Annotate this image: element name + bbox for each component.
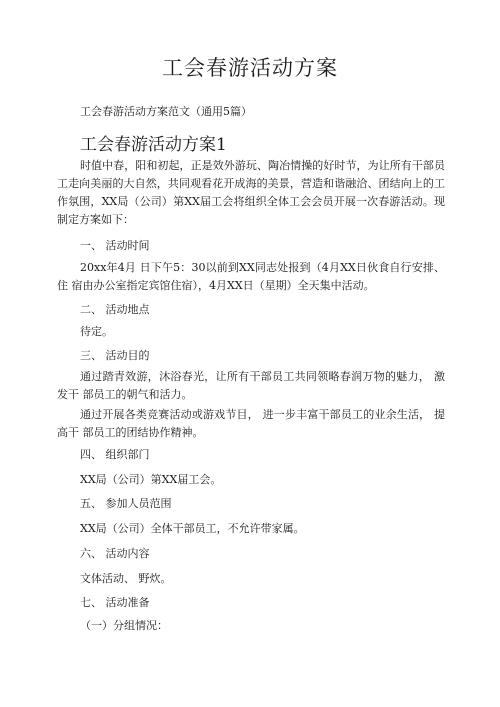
document-subtitle: 工会春游活动方案范文（通用5篇） (80, 105, 252, 118)
item3-text-b: 通过开展各类竞赛活动或游戏节目， 进一步丰富干部员工的业余生活， 提高干 部员工的团结协作精神。 (57, 408, 445, 439)
item5-text: XX局（公司）全体干部员工，不允许带家属。 (80, 522, 305, 535)
item1-text: 20xx年4月 日下午5：30以前到XX同志处报到（4月XX日伙食自行安排、住 宿由办公室指定宾馆住宿），4月XX日（星期）全天集中活动。 (57, 261, 445, 292)
item2-text: 待定。 (80, 325, 113, 338)
section-heading: 工会春游活动方案1 (80, 135, 227, 155)
item3-heading: 三、 活动目的 (80, 349, 150, 362)
item4-heading: 四、 组织部门 (80, 448, 150, 461)
document-title: 工会春游活动方案 (162, 56, 338, 80)
item3-text-a: 通过踏青效游，沐浴春光，让所有干部员工共同领略春润万物的魅力， 激发干 部员工的朝气和活力。 (57, 370, 445, 401)
item2-heading: 二、 活动地点 (80, 303, 150, 316)
item4-text: XX局（公司）第XX届工会。 (80, 473, 222, 486)
item5-heading: 五、 参加人员范围 (80, 497, 172, 510)
item6-heading: 六、 活动内容 (80, 547, 150, 560)
item7-subheading: （一）分组情况： (80, 619, 168, 632)
intro-paragraph: 时值中春，阳和初起，正是效外游玩、陶冶情操的好时节，为让所有干部员工走向美丽的大自然，共同观看花开成海的美景，营造和谐融洽、团结向上的工作氛围，XX局（公司）第XX届工会将组织全体工会会员开展一次春游活动。现制定方案如下： (57, 159, 445, 226)
item7-heading: 七、 活动准备 (80, 596, 150, 609)
item1-heading: 一、 活动时间 (80, 239, 150, 252)
item6-text: 文体活动、 野炊。 (80, 572, 172, 585)
